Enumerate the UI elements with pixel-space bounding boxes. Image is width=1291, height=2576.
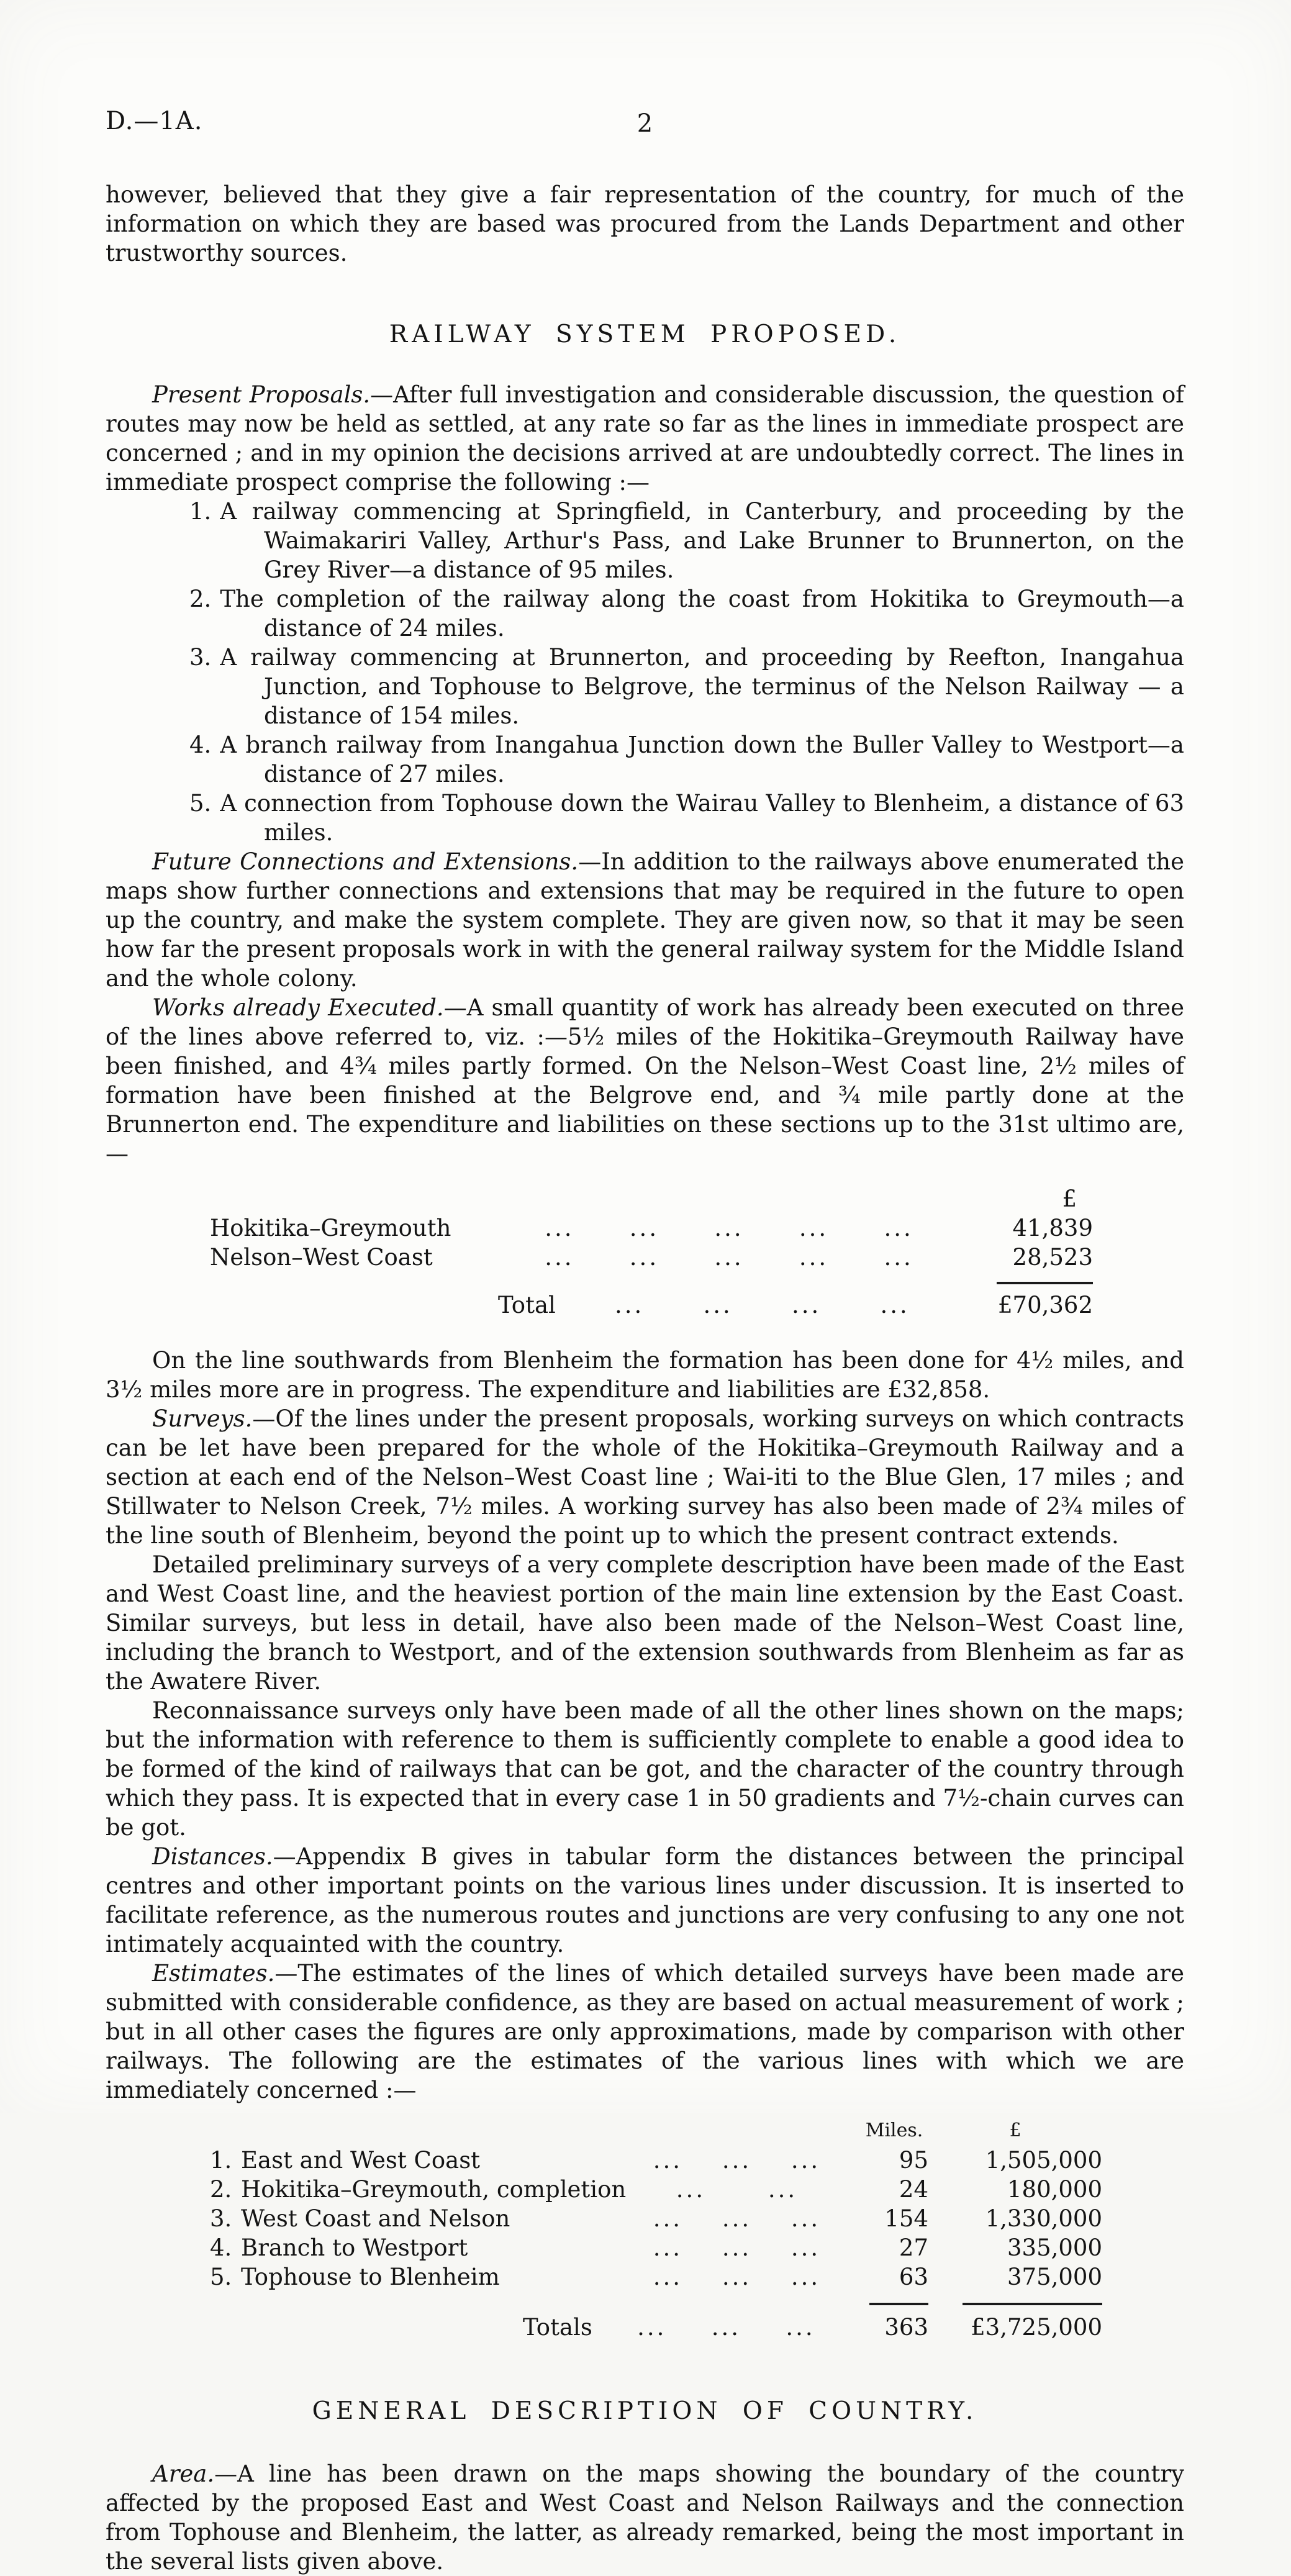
- leader-dots: ...: [722, 2234, 752, 2261]
- leader-dots: ...: [637, 2314, 667, 2341]
- leader-dots: ...: [615, 1292, 645, 1318]
- row-label: Hokitika–Greymouth: [210, 1215, 451, 1241]
- proposal-list-item: [106, 730, 1184, 789]
- row-miles: 154: [884, 2205, 928, 2232]
- row-cost: 1,330,000: [985, 2205, 1102, 2232]
- row-amount: 41,839: [1012, 1215, 1093, 1241]
- leader-dots: ...: [629, 1215, 659, 1241]
- leader-dots-zone: [489, 1243, 969, 1272]
- totals-rule-miles: [869, 2303, 928, 2305]
- expenditure-table: [106, 1184, 1184, 1320]
- list-item-number: 3.: [189, 644, 212, 671]
- list-item-number: 5.: [189, 790, 212, 817]
- currency-column-header: £: [1062, 1186, 1077, 1212]
- row-number: 4.: [210, 2234, 232, 2261]
- paragraph-present-proposals: [106, 380, 1184, 497]
- paragraph-lead-distances: Distances.: [152, 1843, 273, 1870]
- totals-row: [106, 2313, 1184, 2342]
- page-number: 2: [636, 109, 653, 138]
- list-item-text: A connection from Tophouse down the Wairau Valley to Blenheim, a distance of 63 miles.: [220, 790, 1184, 846]
- total-row: [106, 1290, 1184, 1320]
- leader-dots: ...: [545, 1215, 574, 1241]
- row-number: 2.: [210, 2176, 232, 2203]
- list-item-number: 4.: [189, 732, 212, 758]
- leader-dots: ...: [722, 2147, 752, 2174]
- paragraph-text-works-executed: —A small quantity of work has already been executed on three of the lines above referred to, viz. :—5½ miles of the Hokitika–Greymouth Railway have been finished, and 4¾ miles partly formed. On the Nelson–West Coast line, 2½ miles of formation have been finished at the Belgrove end, and ¾ mile partly done at the Brunnerton end. The expenditure and liabilities on these sections up to the 31st ultimo are,—: [106, 994, 1184, 1167]
- leader-dots: ...: [722, 2205, 752, 2232]
- paragraph-area: [106, 2459, 1184, 2576]
- leader-dots: ...: [799, 1215, 829, 1241]
- table-row: [106, 2146, 1184, 2175]
- list-item-number: 2.: [189, 586, 212, 612]
- page-header: [106, 107, 1184, 144]
- proposal-list-item: [106, 497, 1184, 584]
- row-number: 5.: [210, 2264, 232, 2290]
- paragraph-detailed-surveys: Detailed preliminary surveys of a very complete description have been made of the East and West Coast line, and the heaviest portion of the main line extension by the East Coast. Similar surveys, but less in detail, have also been made of the Nelson–West Coast line, including the branch to Westport, and of the extension southwards from Blenheim as far as the Awatere River.: [106, 1551, 1184, 1695]
- paragraph-lead-present-proposals: Present Proposals.: [152, 381, 371, 408]
- table-row: [106, 1243, 1184, 1272]
- leader-dots: ...: [884, 1215, 913, 1241]
- leader-dots: ...: [884, 1244, 913, 1271]
- paragraph-text-future-connections: —In addition to the railways above enumerated the maps show further connections and extensions that may be required in the future to open up the country, and make the system complete. They are given now, so that it may be seen how far the present proposals work in with the general railway system for the Middle Island and the whole colony.: [106, 848, 1184, 992]
- row-label: West Coast and Nelson: [241, 2205, 510, 2232]
- paragraph-text-surveys: —Of the lines under the present proposals, working surveys on which contracts can be let have been prepared for the whole of the Hokitika–Greymouth Railway and a section at each end of the Nelson–West Coast line ; Wai-iti to the Blue Glen, 17 miles ; and Stillwater to Nelson Creek, 7½ miles. A working survey has also been made of 2¾ miles of the line south of Blenheim, beyond the point up to which the present contract extends.: [106, 1405, 1184, 1549]
- row-miles: 24: [899, 2176, 928, 2203]
- leader-dots: ...: [653, 2147, 683, 2174]
- leader-dots: ...: [714, 1215, 744, 1241]
- row-label: Tophouse to Blenheim: [241, 2264, 500, 2290]
- proposal-list: [106, 497, 1184, 847]
- paragraph-blenheim-line: On the line southwards from Blenheim the formation has been done for 4½ miles, and 3½ miles more are in progress. The expenditure and liabilities are £32,858.: [106, 1347, 1184, 1403]
- paragraph-estimates: [106, 1959, 1184, 2105]
- total-rule-row: [106, 1282, 1184, 1284]
- leader-dots-zone: [592, 2313, 860, 2342]
- proposal-list-item: [106, 789, 1184, 847]
- proposal-list-item: [106, 643, 1184, 730]
- table-row: [106, 2262, 1184, 2292]
- totals-miles: 363: [884, 2314, 928, 2341]
- row-number: 3.: [210, 2205, 232, 2232]
- row-cost: 375,000: [1007, 2264, 1102, 2290]
- table-row: [106, 2233, 1184, 2262]
- leader-dots: ...: [714, 1244, 744, 1271]
- leader-dots: ...: [653, 2234, 683, 2261]
- row-label: East and West Coast: [241, 2147, 481, 2174]
- leader-dots: ...: [799, 1244, 829, 1271]
- paragraph-lead-works-executed: Works already Executed.: [152, 994, 444, 1021]
- leader-dots: ...: [653, 2205, 683, 2232]
- leader-dots: ...: [790, 2147, 821, 2174]
- leader-dots: ...: [790, 2234, 821, 2261]
- cost-column-header: £: [1009, 2120, 1021, 2141]
- row-label: Hokitika–Greymouth, completion: [241, 2176, 627, 2203]
- totals-cost: £3,725,000: [971, 2314, 1102, 2341]
- list-item-text: The completion of the railway along the coast from Hokitika to Greymouth—a distance of 24 miles.: [220, 586, 1184, 642]
- section-heading-railway-system: RAILWAY SYSTEM PROPOSED.: [389, 320, 901, 348]
- paragraph-lead-estimates: Estimates.: [152, 1960, 275, 1987]
- row-number: 1.: [210, 2147, 232, 2174]
- leader-dots: ...: [790, 2205, 821, 2232]
- row-cost: 180,000: [1007, 2176, 1102, 2203]
- paragraph-future-connections: [106, 847, 1184, 993]
- paragraph-lead-area: Area.: [152, 2460, 215, 2487]
- estimates-table: [106, 2118, 1184, 2342]
- miles-column-header: Miles.: [865, 2120, 923, 2141]
- proposal-list-item: [106, 584, 1184, 643]
- leader-dots-zone: [614, 2146, 860, 2175]
- paragraph-text-distances: —Appendix B gives in tabular form the distances between the principal centres and other important points on the various lines under discussion. It is inserted to facilitate reference, as the numerous routes and junctions are very confusing to any one not intimately acquainted with the country.: [106, 1843, 1184, 1957]
- paragraph-text-estimates: —The estimates of the lines of which detailed surveys have been made are submitted with considerable confidence, as they are based on actual measurement of work ; but in all other cases the figures are only approximations, made by comparison with other railways. The following are the estimates of the various lines with which we are immediately concerned :—: [106, 1960, 1184, 2103]
- paragraph-text-area: —A line has been drawn on the maps showing the boundary of the country affected by the proposed East and West Coast and Nelson Railways and the connection from Tophouse and Blenheim, the latter, as already remarked, being the most important in the several lists given above.: [106, 2460, 1184, 2575]
- leader-dots-zone: [614, 2204, 860, 2233]
- row-miles: 63: [899, 2264, 928, 2290]
- paragraph-lead-future-connections: Future Connections and Extensions.: [152, 848, 579, 875]
- leader-dots: ...: [768, 2176, 798, 2203]
- total-label: Total: [498, 1292, 556, 1318]
- totals-rule-cost: [963, 2303, 1102, 2305]
- totals-label: Totals: [523, 2314, 592, 2341]
- list-item-text: A branch railway from Inangahua Junction down the Buller Valley to Westport—a distance of 27 miles.: [220, 732, 1184, 787]
- paragraph-text-present-proposals: —After full investigation and considerable discussion, the question of routes may now be held as settled, at any rate so far as the lines in immediate prospect are concerned ; and in my opinion the decisions arrived at are undoubtedly correct. The lines in immediate prospect comprise the following :—: [106, 381, 1184, 496]
- paragraph-reconnaissance: Reconnaissance surveys only have been made of all the other lines shown on the maps; but the information with reference to them is sufficiently complete to enable a good idea to be formed of the kind of railways that can be got, and the character of the country through which they pass. It is expected that in every case 1 in 50 gradients and 7½-chain curves can be got.: [106, 1697, 1184, 1841]
- row-miles: 27: [899, 2234, 928, 2261]
- table-row: [106, 2204, 1184, 2233]
- leader-dots-zone: [556, 1290, 969, 1320]
- row-label: Branch to Westport: [241, 2234, 468, 2261]
- row-cost: 335,000: [1007, 2234, 1102, 2261]
- leader-dots: ...: [722, 2264, 752, 2290]
- leader-dots: ...: [545, 1244, 574, 1271]
- leader-dots: ...: [786, 2314, 815, 2341]
- leader-dots: ...: [792, 1292, 822, 1318]
- totals-rule-row: [106, 2303, 1184, 2305]
- paragraph-surveys: [106, 1404, 1184, 1550]
- document-reference: D.—1A.: [106, 107, 203, 135]
- leader-dots: ...: [790, 2264, 821, 2290]
- row-label: Nelson–West Coast: [210, 1244, 433, 1271]
- leader-dots-zone: [614, 2233, 860, 2262]
- leader-dots: ...: [880, 1292, 910, 1318]
- paragraph-lead-surveys: Surveys.: [152, 1405, 253, 1432]
- list-item-text: A railway commencing at Brunnerton, and proceeding by Reefton, Inangahua Junction, and Tophouse to Belgrove, the terminus of the Nelson Railway — a distance of 154 miles.: [220, 644, 1184, 729]
- list-item-number: 1.: [189, 498, 212, 525]
- estimates-table-header: [106, 2118, 1184, 2143]
- list-item-text: A railway commencing at Springfield, in Canterbury, and proceeding by the Waimakariri Valley, Arthur's Pass, and Lake Brunner to Brunnerton, on the Grey River—a distance of 95 miles.: [220, 498, 1184, 583]
- row-cost: 1,505,000: [985, 2147, 1102, 2174]
- leader-dots: ...: [629, 1244, 659, 1271]
- leader-dots: ...: [676, 2176, 706, 2203]
- expenditure-table-header: [106, 1184, 1184, 1213]
- intro-paragraph: however, believed that they give a fair representation of the country, for much of the information on which they are based was procured from the Lands Department and other trustworthy sources.: [106, 181, 1184, 266]
- row-miles: 95: [899, 2147, 928, 2174]
- leader-dots: ...: [653, 2264, 683, 2290]
- leader-dots-zone: [614, 2175, 860, 2204]
- leader-dots-zone: [614, 2262, 860, 2292]
- table-row: [106, 1213, 1184, 1243]
- leader-dots-zone: [489, 1213, 969, 1243]
- total-amount: £70,362: [997, 1292, 1093, 1318]
- leader-dots: ...: [703, 1292, 733, 1318]
- section-heading-general-description: GENERAL DESCRIPTION OF COUNTRY.: [312, 2397, 978, 2425]
- paragraph-distances: [106, 1842, 1184, 1959]
- paragraph-works-executed: [106, 993, 1184, 1168]
- total-rule: [997, 1282, 1093, 1284]
- leader-dots: ...: [711, 2314, 741, 2341]
- row-amount: 28,523: [1012, 1244, 1093, 1271]
- table-row: [106, 2175, 1184, 2204]
